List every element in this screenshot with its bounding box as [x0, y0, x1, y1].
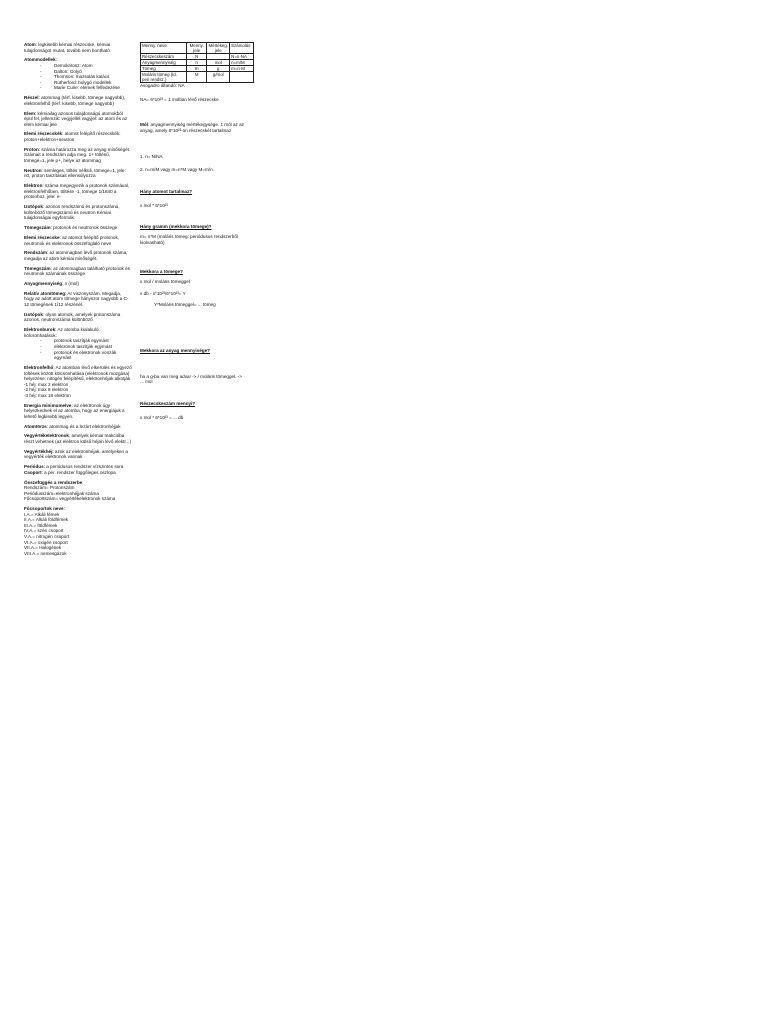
definition-entry	[24, 147, 132, 164]
definition-term: Atommodellek	[24, 57, 56, 63]
definition-text: :	[55, 57, 57, 63]
definition-entry	[24, 225, 132, 231]
definition-entry	[24, 365, 132, 399]
table-cell: Anyagmennyiség	[141, 60, 187, 66]
definition-entry	[24, 204, 132, 221]
definition-term: Atomtörzs	[24, 423, 47, 429]
definition-term: Elektron	[24, 183, 43, 189]
definition-term: Tömegszám	[24, 265, 51, 271]
definition-entry	[24, 95, 132, 106]
question-3: Mekkora a tömege?	[140, 269, 183, 275]
answer-5: x mol * 6*10²³ = ... db	[140, 414, 184, 420]
definition-text: : semleges, töltés nélküli, tömege=1, jele: n0, proton taszításait ellensúlyozza	[24, 167, 126, 179]
definition-entry	[24, 266, 132, 277]
list-item: - Dalton: Golyó	[40, 69, 132, 75]
definition-entry	[24, 168, 132, 179]
answer-3b: x db - x*10²³/6*10²³= Y	[140, 290, 186, 296]
definition-entry	[24, 312, 132, 323]
question-4: Mekkora az anyag mennyisége?	[140, 347, 210, 353]
definition-text: : n (mol)	[62, 281, 79, 287]
table-cell: Moláris tömeg (ld. peri rendsz.)	[141, 72, 187, 83]
definition-entry	[24, 131, 132, 142]
avogadro-note: Avogadro állandó: NA	[140, 83, 185, 88]
formula-2: 2. n=m/M vagy m=n*M vagy M=m/n.	[140, 167, 214, 173]
table-cell: m	[186, 66, 206, 72]
left-column	[24, 42, 132, 561]
answer-4a: ha a g-ba van meg adva! -> / moláris tömeggel. ->	[140, 373, 242, 379]
definition-text: : az atomot felépítő protonok, neutronok és elektronok összefoglaló neve	[24, 234, 120, 246]
answer-2: m= n*M (moláris tömeg: periódusos rendszerből kiolvasható)	[140, 234, 238, 245]
text-line: Periódusszám=elektronhéjjak száma	[24, 490, 99, 496]
table-cell: Tömeg	[141, 66, 187, 72]
list-item: - protonok taszítják egymást	[40, 338, 132, 344]
table-cell: N=n·NA	[230, 54, 254, 60]
definition-term: Atom	[24, 42, 36, 47]
list-item: - protonok és elektronok vonzák egymást	[40, 350, 132, 361]
definition-term: Proton	[24, 146, 39, 152]
definition-entry	[24, 403, 132, 420]
question-2: Hány gramm (mekkora tömege)?	[140, 224, 212, 230]
question-5: Részecskeszám mennyi?	[140, 400, 196, 406]
definition-term: Főcsoportok neve	[24, 506, 64, 512]
text-line: IV.A.= szén csoport	[24, 528, 64, 534]
definition-text: : kémiailag azonos tulajdonságú atomokból épül fel, jellemzik: vegyjellel vagyjel: az atom és az elem kémiai jele	[24, 110, 128, 127]
definition-entry	[24, 183, 132, 200]
definition-text: : száma határozza meg az anyag minőségét. Számait a rendszám adja meg. 1+ töltésű, tömege=1, jele p+, helye az atommag	[24, 146, 131, 164]
definition-term: Elemi részecskék	[24, 131, 63, 137]
table-cell: Menny. jele	[186, 43, 206, 54]
definition-text: : atommag (térf. kisebb, tömege nagyobb), elektronfelhő (térf. kisebb, tömege nagyobb)	[24, 95, 126, 106]
definition-term: Rendszám	[24, 250, 47, 256]
definition-term: Periódus	[24, 464, 44, 470]
table-cell: n	[186, 60, 206, 66]
definition-text: : atommag és a lezárt elektronhéjjak	[46, 423, 121, 429]
table-cell: Mértékeg. jele	[208, 43, 229, 53]
definition-term: Elektronburok	[24, 327, 56, 333]
answer-1: x mol * 6*10²³	[140, 202, 168, 208]
definition-text: :	[63, 506, 65, 512]
definition-text: : atomot felépítő részecskék: proton+elektron+neutron	[24, 131, 121, 143]
table-row	[141, 60, 254, 66]
text-line: VII.A.= Halogének	[24, 545, 62, 551]
mol-term: Mól	[140, 122, 148, 128]
table-row	[141, 72, 254, 83]
definition-term: Tömegszám	[24, 225, 51, 231]
table-cell: mol	[207, 60, 230, 66]
definition-text: : az elektronok úgy helyezkednek el az atomba, hogy az energiájuk a lehető legkisebb legyen.	[24, 402, 125, 419]
mol-definition	[140, 122, 258, 133]
right-column	[140, 42, 258, 420]
definition-text: : azonos rendszámú és protonszámú, különböző tömegszámú és neutron Kémiai tulajdonságai egyformák.	[24, 204, 120, 221]
definition-entry	[24, 327, 132, 361]
definition-term: Neutron	[24, 167, 42, 173]
text-line: -1 héj: max 2 elektron	[24, 381, 69, 387]
definition-entry	[24, 250, 132, 261]
definition-entry	[24, 449, 132, 460]
table-cell: Részecskeszám	[141, 54, 187, 60]
definition-term: Izotópok	[24, 311, 43, 317]
definition-text: :	[82, 479, 84, 485]
table-cell: Számolás	[230, 43, 254, 54]
avogadro-constant: NA= 6*10²³ = 1 molban lévő részecske	[140, 96, 219, 102]
dash-list	[24, 63, 132, 91]
definition-term: Anyagmennyiség	[24, 281, 63, 287]
formula-1: 1. n= N/NA	[140, 153, 163, 159]
definition-entry	[24, 57, 132, 91]
definition-entry	[24, 111, 132, 128]
text-line: II.A.= Alkáli földfémek	[24, 517, 69, 523]
definition-term: Vegyértékhéj	[24, 448, 53, 454]
definition-text: : protonok és neutronok összege	[50, 225, 118, 231]
definition-text: : azok az elektronhéjak, amelyeken a vegyérték elektronok vannak	[24, 448, 128, 460]
definition-entry	[24, 464, 132, 475]
definition-term: Elemi részecske	[24, 234, 60, 240]
definition-entry	[24, 291, 132, 308]
dash-list	[24, 338, 132, 360]
definition-term: Csoport	[24, 469, 42, 475]
definition-text: , amelyek kémiai reakcióba részt vehetnek (az elektron külső héján lévő elektr...)	[24, 433, 131, 444]
table-row	[141, 54, 254, 60]
definition-term: Elektronfelhő	[24, 364, 54, 370]
table-cell: N	[186, 54, 206, 60]
table-cell: m=n·M	[230, 66, 254, 72]
mol-text: : anyagmennyiség mértékegysége. 1 mól az az anyag, amely 6*10²³-on részecskét tartalmaz	[140, 122, 244, 133]
text-line: III.A.= földfémek	[24, 522, 58, 528]
definition-text: : a per. rendszer függőleges oszlopa	[41, 469, 116, 475]
definition-term: Elem	[24, 110, 35, 116]
list-item: - Rutherford: bolygó modellek	[40, 80, 132, 86]
table-cell: Menny. neve	[141, 43, 187, 54]
definition-term: Vegyértékelektronok	[24, 433, 69, 439]
definition-text: : az atommagban található protonok és neutronok számának összege	[24, 265, 130, 277]
text-line: Főcsoportszám= vegyértékelektronok száma	[24, 496, 116, 502]
table-row	[141, 43, 254, 54]
quantity-table	[140, 42, 254, 83]
definition-entry	[24, 480, 132, 502]
definition-text: : a periódusos rendszer vízszintes sora	[43, 464, 124, 470]
text-line: -2 héj: max 8 elektron	[24, 387, 69, 393]
list-item: - Demokritosz: Atom	[40, 63, 132, 69]
text-line: V.A.= nitrogén csoport	[24, 534, 70, 540]
list-item: - Marie Curie: elemek felfedezése	[40, 85, 132, 91]
definition-entry	[24, 506, 132, 556]
table-cell: g/mol	[207, 72, 230, 83]
definition-entry	[24, 433, 132, 444]
question-1: Hány atomot tartalmaz?	[140, 188, 193, 194]
definition-text: : Az atomba kialakuló kölcsönhatások:	[24, 327, 99, 338]
definition-entry	[24, 424, 132, 430]
text-line: I.A.= Alkáli fémek	[24, 511, 60, 517]
definition-text: : Az atomban lévő elkerülés és egyező töltések között kölcsönhatása (elektronok mozgása) helyezése: nitogén felépítésű, elektronhéjak alkotják	[24, 364, 132, 382]
definition-term: Összefüggés a rendszerbe	[24, 479, 83, 485]
definition-entry	[24, 281, 132, 287]
answer-4b: ... mol	[140, 379, 153, 385]
definition-text: : száma megegyezik a protonok számával, elektronfelhőben, töltése -1, tömege 1/1840 a protonhoz, jele: e-	[24, 183, 130, 200]
text-line: VI.A.= oxigén csoport	[24, 539, 68, 545]
definition-term: Energia minimumelve	[24, 402, 72, 408]
list-item: - elektronok taszítják egymást	[40, 344, 132, 350]
definition-term: Relatív atomtömeg	[24, 290, 66, 296]
text-line: Rendszám= Protonszám	[24, 485, 75, 491]
table-cell: M	[186, 72, 206, 83]
answer-3a: x mol / moláris tömeggel	[140, 279, 190, 285]
definition-text: : olyan atomok, amelyek protonszáma azonos, neutronszáma különböző	[24, 311, 121, 323]
answer-3c: Y*Moláris tömeggel= ... tömeg	[154, 302, 216, 308]
text-line: -3 héj: max 18 elektron	[24, 392, 71, 398]
table-cell: g	[207, 66, 230, 72]
list-item: - Thomson: mazsolás kalács	[40, 74, 132, 80]
definition-term: Izotópok	[24, 204, 43, 210]
definition-text: : Ar viszonyszám. Megadja, hogy az adott atom tömege hányszor nagyobb a C-12 tömegének 1/12 részénél.	[24, 290, 129, 307]
table-cell: n=m/M	[230, 60, 254, 66]
text-line: VIII.A.= nemesgázok	[24, 550, 67, 556]
definition-entry	[24, 42, 132, 53]
definition-term: Részel	[24, 95, 39, 101]
definition-text: : legkisebb kémiai részecske, kémiai tulajdonságot mutat, tovább nem bontható	[24, 42, 111, 53]
definition-entry	[24, 235, 132, 246]
definition-text: : az atommagban lévő protonok száma, megadja az atom kémiai minőségét.	[24, 250, 128, 261]
table-cell	[230, 72, 254, 83]
